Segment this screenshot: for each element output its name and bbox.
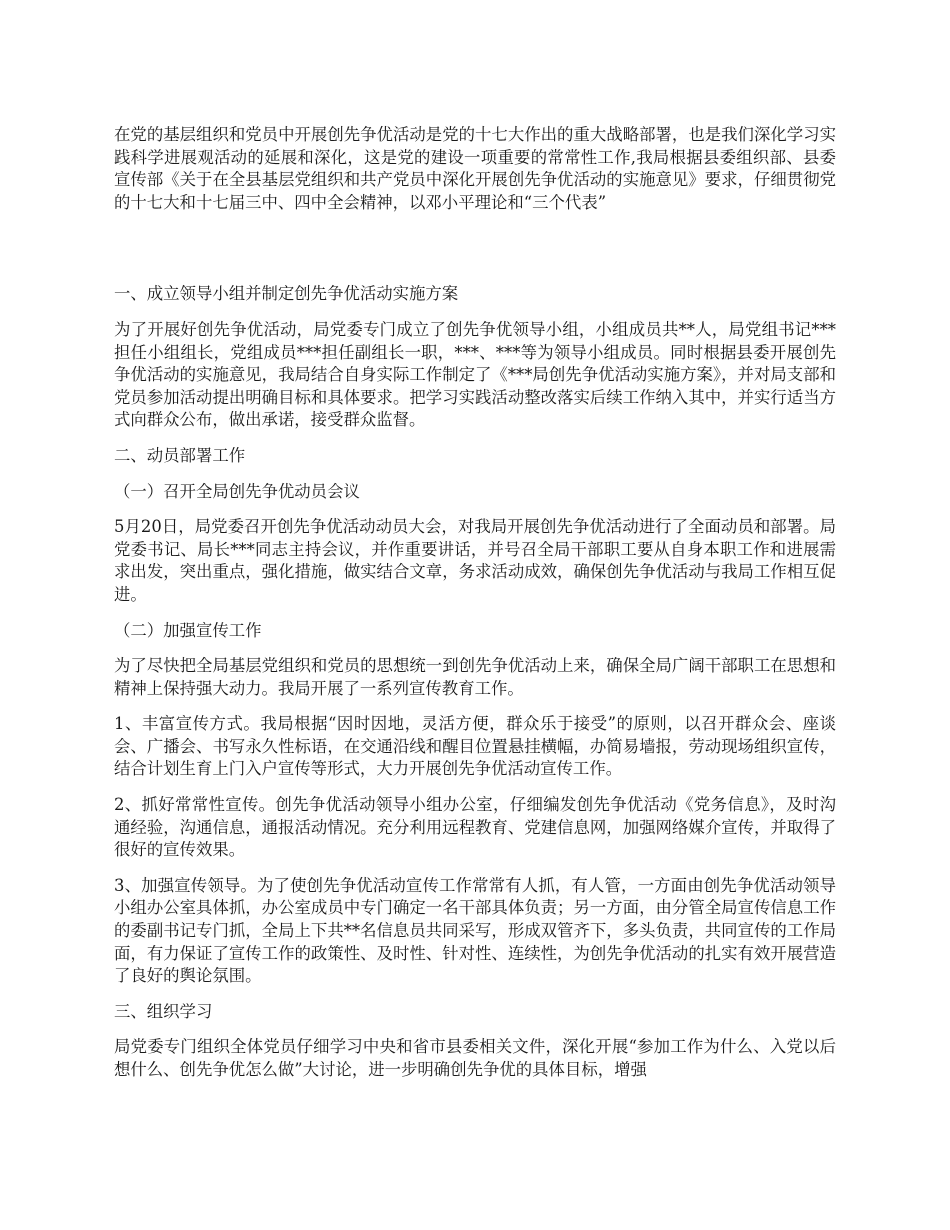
subsection-1-paragraph: 5月20日，局党委召开创先争优活动动员大会，对我局开展创先争优活动进行了全面动员和部署。局党委书记、局长***同志主持会议，并作重要讲话，并号召全局干部职工要从自身本职工作和进展需求出发，突出重点，强化措施，做实结合文章，务求活动成效，确保创先争优活动与我局工作相互促进。 [114, 517, 836, 604]
section-heading-3: 三、组织学习 [114, 1001, 213, 1021]
section-3-paragraph: 局党委专门组织全体党员仔细学习中央和省市县委相关文件，深化开展“参加工作为什么、入党以后想什么、创先争优怎么做”大讨论，进一步明确创先争优的具体目标，增强 [114, 1037, 836, 1079]
list-item-3: 3、加强宣传领导。为了使创先争优活动宣传工作常常有人抓，有人管，一方面由创先争优活动领导小组办公室具体抓，办公室成员中专门确定一名干部具体负责；另一方面，由分管全局宣传信息工作的委副书记专门抓，全局上下共**名信息员共同采写，形成双管齐下，多头负责，共同宣传的工作局面，有力保证了宣传工作的政策性、及时性、针对性、连续性，为创先争优活动的扎实有效开展营造了良好的舆论氛围。 [114, 875, 836, 986]
section-heading-2: 二、动员部署工作 [114, 445, 246, 465]
intro-paragraph: 在党的基层组织和党员中开展创先争优活动是党的十七大作出的重大战略部署，也是我们深化学习实践科学进展观活动的延展和深化，这是党的建设一项重要的常常性工作,我局根据县委组织部、县委宣传部《关于在全县基层党组织和共产党员中深化开展创先争优活动的实施意见》要求，仔细贯彻党的十七大和十七届三中、四中全会精神，以邓小平理论和“三个代表” [114, 125, 836, 212]
subsection-2-paragraph: 为了尽快把全局基层党组织和党员的思想统一到创先争优活动上来，确保全局广阔干部职工在思想和精神上保持强大动力。我局开展了一系列宣传教育工作。 [114, 656, 836, 698]
subsection-heading-1: （一）召开全局创先争优动员会议 [114, 481, 360, 501]
section-heading-1: 一、成立领导小组并制定创先争优活动实施方案 [114, 284, 459, 304]
list-item-1: 1、丰富宣传方式。我局根据“因时因地，灵活方便，群众乐于接受”的原则，以召开群众会、座谈会、广播会、书写永久性标语，在交通沿线和醒目位置悬挂横幅，办简易墙报，劳动现场组织宣传，结合计划生育上门入户宣传等形式，大力开展创先争优活动宣传工作。 [114, 714, 836, 779]
subsection-heading-2: （二）加强宣传工作 [114, 620, 262, 640]
document-page [114, 124, 836, 1082]
list-item-2: 2、抓好常常性宣传。创先争优活动领导小组办公室，仔细编发创先争优活动《党务信息》，及时沟通经验，沟通信息，通报活动情况。充分利用远程教育、党建信息网，加强网络媒介宣传，并取得了很好的宣传效果。 [114, 795, 836, 860]
section-1-paragraph: 为了开展好创先争优活动，局党委专门成立了创先争优领导小组，小组成员共**人，局党组书记***担任小组组长，党组成员***担任副组长一职，***、***等为领导小组成员。同时根据县委开展创先争优活动的实施意见，我局结合自身实际工作制定了《***局创先争优活动实施方案》，并对局支部和党员参加活动提出明确目标和具体要求。把学习实践活动整改落实后续工作纳入其中，并实行适当方式向群众公布，做出承诺，接受群众监督。 [114, 319, 836, 430]
